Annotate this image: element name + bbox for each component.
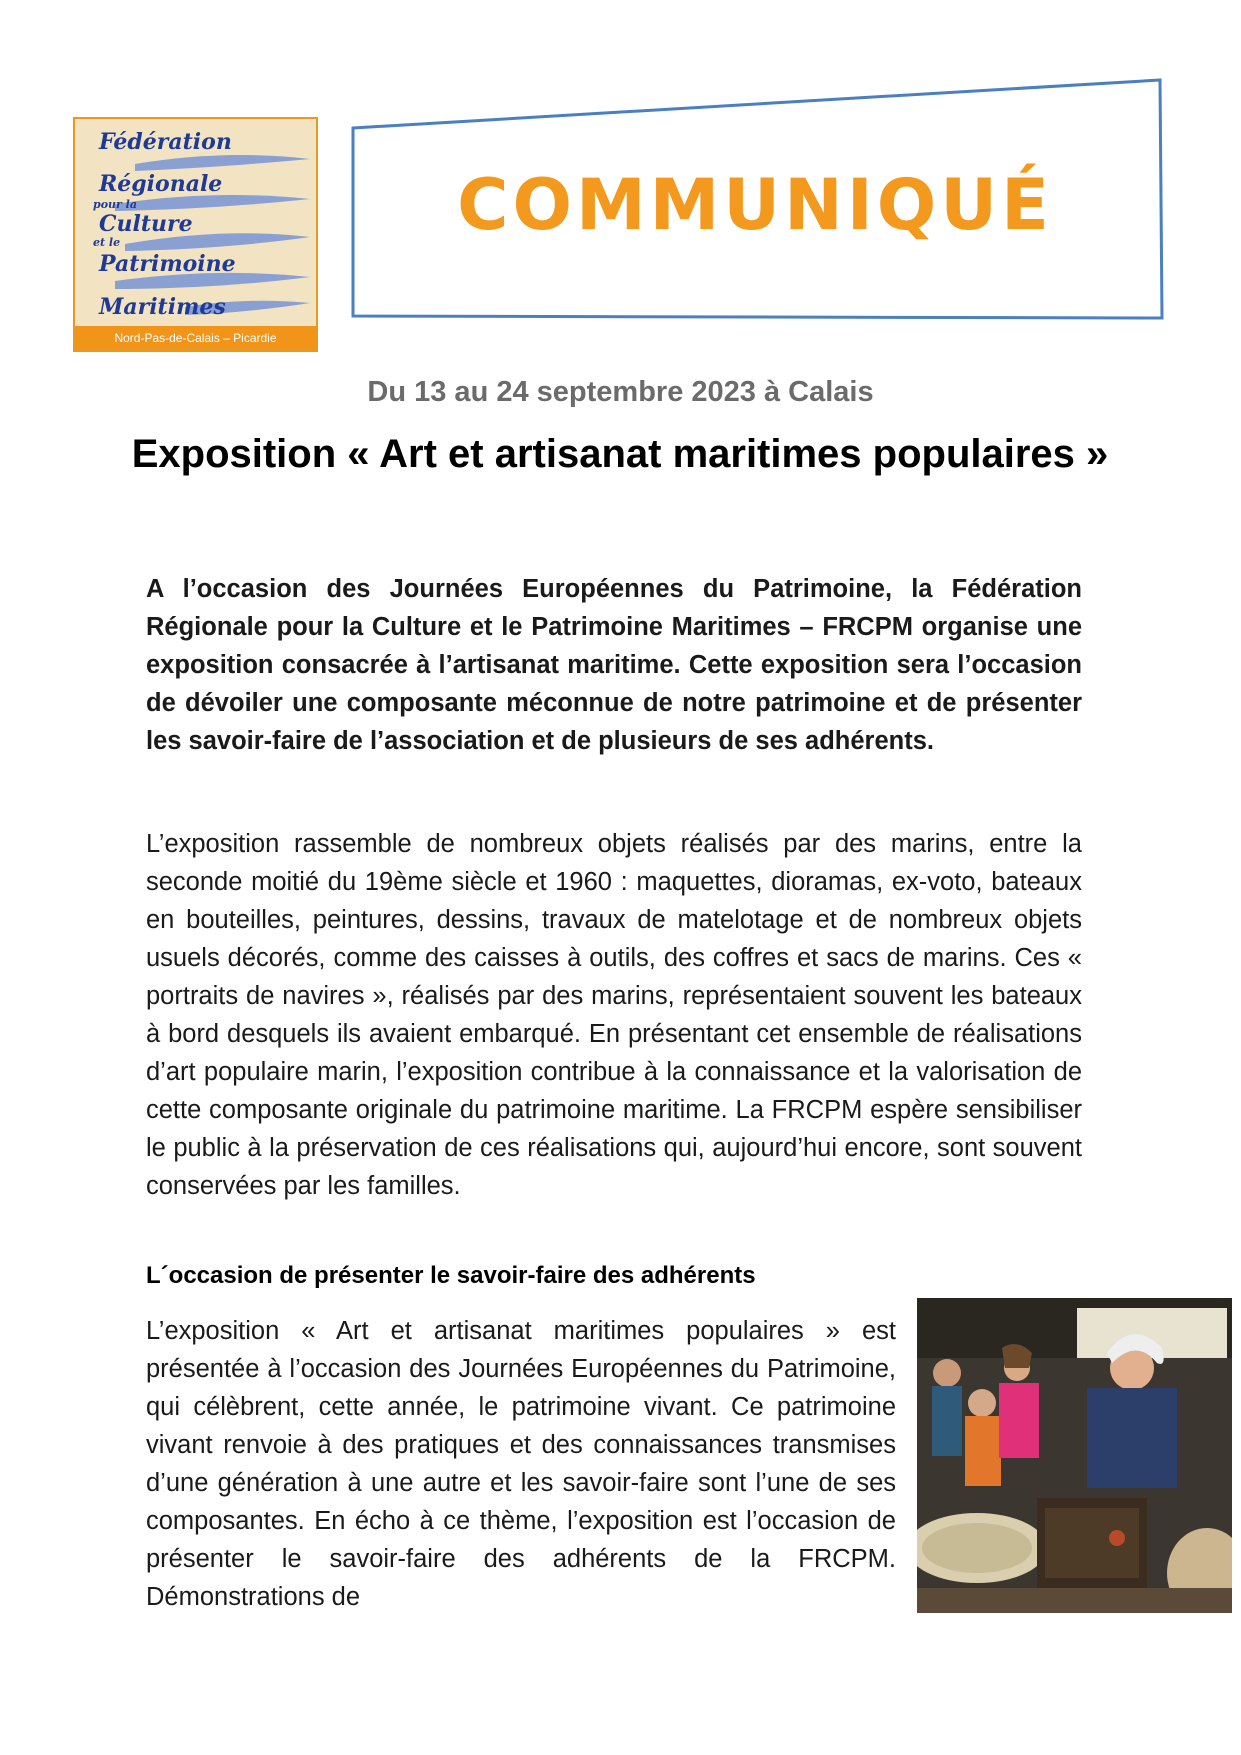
event-date: Du 13 au 24 septembre 2023 à Calais [367,376,874,408]
logo-line-regionale: Régionale [99,171,223,197]
logo-line-pour-la: pour la [93,198,137,211]
logo-line-culture: Culture [99,211,193,237]
logo-line-patrimoine: Patrimoine [99,251,236,277]
logo-line-et-le: et le [93,236,121,249]
workshop-photo [917,1298,1232,1613]
section-heading: L´occasion de présenter le savoir-faire des adhérents [146,1262,756,1289]
federation-logo [73,117,318,352]
body-paragraph: L’exposition rassemble de nombreux objets réalisés par des marins, entre la seconde moitié du 19ème siècle et 1960 : maquettes, dioramas, ex-voto, bateaux en bouteilles, peintures, dessins, travaux de matelotage et de nombreux objets usuels décorés, comme des caisses à outils, des coffres et sacs de marins. Ces « portraits de navires », réalisés par des marins, représentaient souvent les bateaux à bord desquels ils avaient embarqué. En présentant cet ensemble de réalisations d’art populaire marin, l’exposition contribue à la connaissance et la valorisation de cette composante originale du patrimoine maritime. La FRCPM espère sensibiliser le public à la préservation de ces réalisations qui, aujourd’hui encore, sont souvent conservées par les familles. [146,830,1082,1200]
logo-line-maritimes: Maritimes [99,294,226,320]
intro-paragraph: A l’occasion des Journées Européennes du Patrimoine, la Fédération Régionale pour la Culture et le Patrimoine Maritimes – FRCPM organise une exposition consacrée à l’artisanat maritime. Cette exposition sera l’occasion de dévoiler une composante méconnue de notre patrimoine et de présenter les savoir-faire de l’association et de plusieurs de ses adhérents. [146,575,1082,755]
section-paragraph: L’exposition « Art et artisanat maritimes populaires » est présentée à l’occasion des Journées Européennes du Patrimoine, qui célèbrent, cette année, le patrimoine vivant. Ce patrimoine vivant renvoie à des pratiques et des connaissances transmises d’une génération à une autre et les savoir-faire sont l’une de ses composantes. En écho à ce thème, l’exposition est l’occasion de présenter le savoir-faire des adhérents de la FRCPM. Démonstrations de [146,1317,896,1611]
logo-footer: Nord-Pas-de-Calais – Picardie [75,326,316,350]
workshop-photo-illustration [917,1298,1232,1613]
event-title: Exposition « Art et artisanat maritimes populaires » [131,432,1109,476]
communique-title: COMMUNIQUÉ [457,164,1053,246]
logo-line-federation: Fédération [99,129,232,155]
